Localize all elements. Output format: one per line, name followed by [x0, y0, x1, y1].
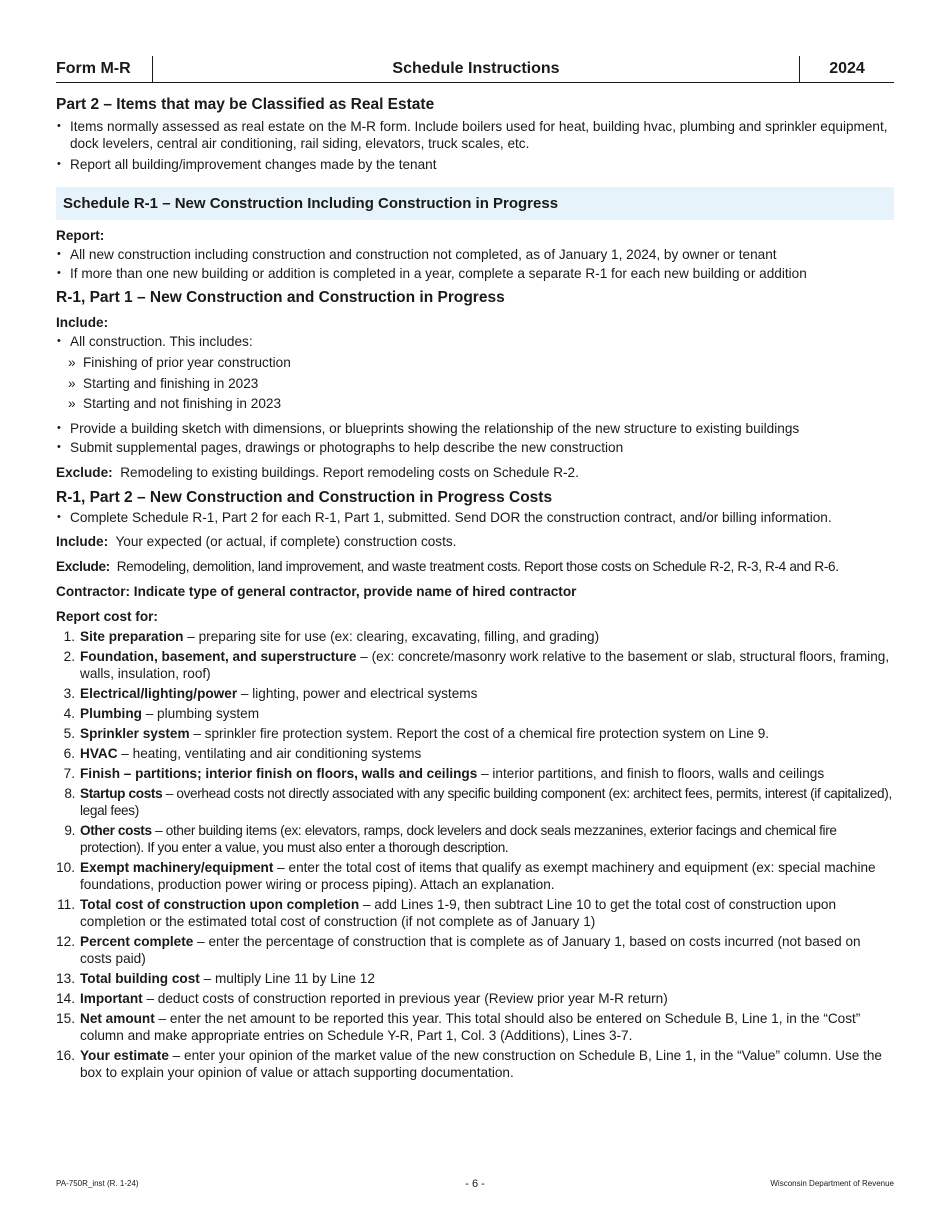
- exclude-label: Exclude:: [56, 558, 110, 574]
- part2-heading: Part 2 – Items that may be Classified as Real Estate: [56, 96, 435, 113]
- list-item: [56, 1047, 894, 1081]
- item-term: HVAC: [80, 745, 118, 761]
- item-text: – deduct costs of construction reported in previous year (Review prior year M-R return): [142, 990, 668, 1006]
- list-item: • Items normally assessed as real estate on the M-R form. Include boilers used for heat, building hvac, plumbing and sprinkler equipment, dock levelers, central air conditioning, rail siding, elevators, truck scales, etc.: [56, 118, 894, 152]
- item-number: 11.: [57, 896, 75, 912]
- list-item: • Complete Schedule R-1, Part 2 for each R-1, Part 1, submitted. Send DOR the construction contract, and/or billing information.: [56, 509, 894, 526]
- list-item: [56, 648, 894, 682]
- list-item: [56, 765, 894, 782]
- sub-item: » Finishing of prior year construction: [66, 353, 894, 374]
- item-number: 10.: [56, 859, 75, 875]
- list-item: [56, 933, 894, 967]
- report-cost-label: Report cost for:: [56, 608, 158, 624]
- list-item: [56, 896, 894, 930]
- item-number: 3.: [63, 685, 75, 701]
- list-item: • All construction. This includes:: [56, 333, 894, 350]
- item-term: Other costs: [80, 822, 152, 838]
- item-text: – enter your opinion of the market value of the new construction on Schedule B, Line 1, in the “Value” column. Use the box to explain your opinion of value or attach supporting documentation.: [80, 1047, 882, 1080]
- item-number: 9.: [64, 822, 75, 838]
- item-term: Plumbing: [80, 705, 142, 721]
- report-label: Report:: [56, 228, 105, 243]
- item-term: Startup costs: [80, 785, 163, 801]
- item-text: – enter the percentage of construction that is complete as of January 1, based on costs incurred (not based on costs paid): [80, 933, 861, 966]
- exclude-label: Exclude:: [56, 464, 113, 480]
- item-term: Electrical/lighting/power: [80, 685, 238, 701]
- item-term: Percent complete: [80, 933, 194, 949]
- item-number: 16.: [56, 1047, 75, 1063]
- contractor-line: Contractor: Indicate type of general contractor, provide name of hired contractor: [56, 583, 577, 599]
- construction-sub-items: [56, 353, 894, 415]
- page-number: - 6 -: [465, 1178, 485, 1190]
- item-text: – enter the net amount to be reported this year. This total should also be entered on Schedule B, Line 1, in the “Cost” column and make appropriate entries on Schedule Y-R, Part 1, Col. 3 (Additions), Lines 3-7.: [80, 1010, 861, 1043]
- list-item: [56, 970, 894, 987]
- list-item: [56, 785, 894, 819]
- item-number: 8.: [64, 785, 75, 801]
- item-term: Total building cost: [80, 970, 200, 986]
- list-item: [56, 859, 894, 893]
- list-item: [56, 705, 894, 722]
- form-header: [56, 56, 894, 83]
- item-number: 5.: [63, 725, 75, 741]
- list-item: [56, 822, 894, 856]
- list-item: • All new construction including construction and construction not completed, as of January 1, 2024, by owner or tenant: [56, 246, 894, 263]
- part2costs-heading: R-1, Part 2 – New Construction and Construction in Progress Costs: [56, 488, 553, 506]
- part2-bullets: [56, 118, 894, 173]
- sub-item: » Starting and finishing in 2023: [66, 374, 894, 395]
- item-text: – interior partitions, and finish to floors, walls and ceilings: [477, 765, 825, 781]
- list-item: • If more than one new building or addition is completed in a year, complete a separate R-1 for each new building or addition: [56, 265, 894, 282]
- item-number: 13.: [56, 970, 75, 986]
- form-code: PA-750R_inst (R. 1-24): [56, 1179, 139, 1188]
- part1-exclude: [56, 464, 894, 481]
- item-text: – add Lines 1-9, then subtract Line 10 to get the total cost of construction upon completion or the estimated total cost of construction (if not complete as of January 1): [80, 896, 837, 929]
- list-item: [56, 628, 894, 645]
- item-text: – preparing site for use (ex: clearing, excavating, filling, and grading): [183, 628, 600, 644]
- page: [56, 56, 894, 1084]
- item-number: 1.: [63, 628, 75, 644]
- part1-heading: R-1, Part 1 – New Construction and Construction in Progress: [56, 289, 505, 306]
- item-number: 14.: [56, 990, 75, 1006]
- part1-more-bullets: [56, 420, 894, 456]
- item-term: Net amount: [80, 1010, 155, 1026]
- list-item: [56, 725, 894, 742]
- list-item: [56, 990, 894, 1007]
- list-item: • Provide a building sketch with dimensions, or blueprints showing the relationship of the new structure to existing buildings: [56, 420, 894, 437]
- item-number: 7.: [63, 765, 75, 781]
- part2costs-exclude: [56, 558, 894, 575]
- include-label: Include:: [56, 533, 109, 549]
- list-item: • Submit supplemental pages, drawings or photographs to help describe the new construction: [56, 439, 894, 456]
- item-text: – multiply Line 11 by Line 12: [199, 970, 375, 986]
- list-item: [56, 1010, 894, 1044]
- list-item: [56, 745, 894, 762]
- include-label: Include:: [56, 315, 109, 330]
- item-number: 4.: [63, 705, 75, 721]
- part2costs-include: [56, 533, 894, 550]
- item-text: – (ex: concrete/masonry work relative to the basement or slab, structural floors, framing, walls, insulation, roof): [80, 648, 890, 681]
- include-text: Your expected (or actual, if complete) construction costs.: [115, 533, 457, 549]
- item-term: Your estimate: [80, 1047, 169, 1063]
- item-text: – plumbing system: [141, 705, 260, 721]
- report-cost-list: [56, 628, 894, 1081]
- item-text: – lighting, power and electrical systems: [237, 685, 478, 701]
- form-year: 2024: [799, 56, 894, 82]
- part2costs-bullets: [56, 509, 894, 526]
- item-term: Sprinkler system: [80, 725, 190, 741]
- exclude-text: Remodeling, demolition, land improvement, and waste treatment costs. Report those costs on Schedule R-2, R-3, R-4 and R-6.: [116, 558, 839, 574]
- sub-item: » Starting and not finishing in 2023: [66, 394, 894, 415]
- item-number: 2.: [63, 648, 75, 664]
- item-term: Total cost of construction upon completion: [80, 896, 360, 912]
- item-term: Foundation, basement, and superstructure: [80, 648, 357, 664]
- report-bullets: [56, 246, 894, 282]
- list-item: • Report all building/improvement changes made by the tenant: [56, 156, 894, 173]
- item-term: Important: [80, 990, 143, 1006]
- item-term: Exempt machinery/equipment: [80, 859, 274, 875]
- item-text: – enter the total cost of items that qualify as exempt machinery and equipment (ex: special machine foundations, production power wiring or process piping). Attach an explanation.: [80, 859, 876, 892]
- header-title: Schedule Instructions: [392, 60, 560, 77]
- item-text: – overhead costs not directly associated with any specific building component (ex: architect fees, permits, interest (if capitalized), legal fees): [80, 785, 892, 818]
- item-text: – other building items (ex: elevators, ramps, dock levelers and dock seals mezzanines, exterior facings and chemical fire protection). If you enter a value, you must also enter a thorough description.: [80, 822, 837, 855]
- department-name: Wisconsin Department of Revenue: [770, 1179, 894, 1188]
- item-text: – sprinkler fire protection system. Report the cost of a chemical fire protection system on Line 9.: [189, 725, 770, 741]
- include-bullets: [56, 333, 894, 350]
- item-text: – heating, ventilating and air conditioning systems: [117, 745, 422, 761]
- item-term: Finish – partitions; interior finish on floors, walls and ceilings: [80, 765, 478, 781]
- list-item: [56, 685, 894, 702]
- form-id: Form M-R: [56, 56, 153, 82]
- item-number: 6.: [63, 745, 75, 761]
- item-term: Site preparation: [80, 628, 184, 644]
- item-number: 12.: [56, 933, 75, 949]
- section-band-r1: Schedule R-1 – New Construction Including Construction in Progress: [56, 187, 894, 220]
- item-number: 15.: [56, 1010, 75, 1026]
- exclude-text: Remodeling to existing buildings. Report remodeling costs on Schedule R-2.: [120, 464, 579, 480]
